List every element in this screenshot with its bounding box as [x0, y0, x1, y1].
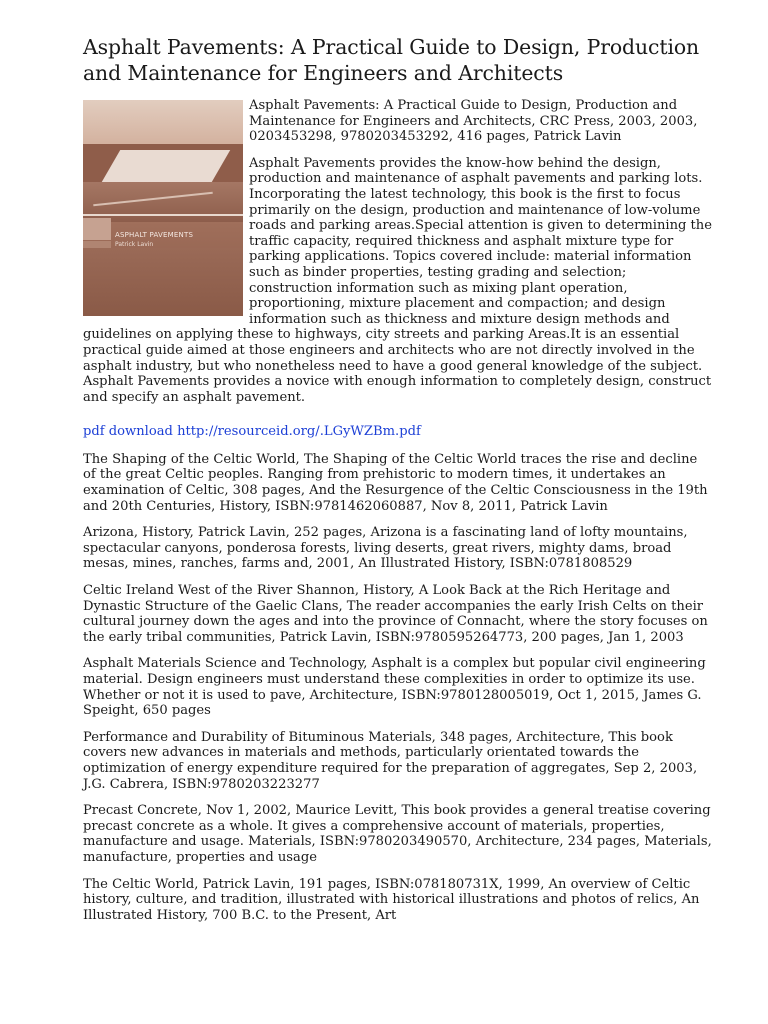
book-cover-image	[83, 100, 243, 316]
list-item: Precast Concrete, Nov 1, 2002, Maurice Levitt, This book provides a general treatise covering precast concrete as a whole. It gives a comprehensive account of materials, properties, manufacture and usage. Materials, ISBN:9780203490570, Architecture, 234 pages, Materials, manufacture, properties and usage	[83, 803, 712, 865]
document-page	[83, 34, 713, 934]
list-item: Celtic Ireland West of the River Shannon, History, A Look Back at the Rich Heritage and Dynastic Structure of the Gaelic Clans, The reader accompanies the early Irish Celts on their cultural journey down the ages and into the province of Connacht, where the story focuses on the early tribal communities, Patrick Lavin, ISBN:9780595264773, 200 pages, Jan 1, 2003	[83, 583, 708, 645]
list-item: Asphalt Materials Science and Technology, Asphalt is a complex but popular civil engineering material. Design engineers must understand these complexities in order to optimize its use. Whether or not it is used to pave, Architecture, ISBN:9780128005019, Oct 1, 2015, James G. Speight, 650 pages	[83, 656, 706, 719]
intro-description: Asphalt Pavements provides the know-how behind the design, production and maintenance of asphalt pavements and parking lots. Incorporating the latest technology, this book is the first to focus primarily on the design, production and maintenance of low-volume roads and parking areas.Special attention is given to determining the traffic capacity, required thickness and asphalt mixture type for parking applications. Topics covered include: material information such as binder properties, testing grading and selection; construction information such as mixing plant operation, proportioning, mixture placement and compaction; and design information such as thickness and mixture design methods and guidelines on applying these to highways, city streets and parking Areas.It is an essential practical guide aimed at those engineers and architects who are not directly involved in the asphalt industry, but who nonetheless need to have a good general knowledge of the subject. Asphalt Pavements provides a novice with enough information to completely design, construct and specify an asphalt pavement.	[83, 155, 712, 405]
pdf-download-link[interactable]: pdf download http://resourceid.org/.LGyWZBm.pdf	[83, 424, 421, 440]
list-item: The Celtic World, Patrick Lavin, 191 pages, ISBN:078180731X, 1999, An overview of Celtic history, culture, and tradition, illustrated with historical illustrations and photos of relics, An Illustrated History, 700 B.C. to the Present, Art	[83, 876, 700, 923]
list-item: The Shaping of the Celtic World, The Shaping of the Celtic World traces the rise and decline of the great Celtic peoples. Ranging from prehistoric to modern times, it undertakes an examination of Celtic, 308 pages, And the Resurgence of the Celtic Consciousness in the 19th and 20th Centuries, History, ISBN:9781462060887, Nov 8, 2011, Patrick Lavin	[83, 451, 708, 514]
list-item: Arizona, History, Patrick Lavin, 252 pages, Arizona is a fascinating land of lofty mountains, spectacular canyons, ponderosa forests, living deserts, great rivers, mighty dams, broad mesas, mines, ranches, farms and, 2001, An Illustrated History, ISBN:0781808529	[83, 525, 688, 572]
cover-title: ASPHALT PAVEMENTS	[115, 231, 194, 239]
entry-list	[83, 452, 713, 923]
intro-citation: Asphalt Pavements: A Practical Guide to Design, Production and Maintenance for Engineers and Architects, CRC Press, 2003, 2003, 0203453298, 9780203453292, 416 pages, Patrick Lavin	[249, 98, 698, 145]
list-item: Performance and Durability of Bituminous Materials, 348 pages, Architecture, This book covers new advances in materials and methods, particularly orientated towards the optimization of energy expenditure required for the preparation of aggregates, Sep 2, 2003, J.G. Cabrera, ISBN:9780203223277	[83, 729, 698, 792]
intro-section	[83, 98, 713, 416]
cover-author: Patrick Lavin	[115, 241, 154, 248]
document-title: Asphalt Pavements: A Practical Guide to Design, Production and Maintenance for Engineers and Architects	[83, 35, 700, 85]
